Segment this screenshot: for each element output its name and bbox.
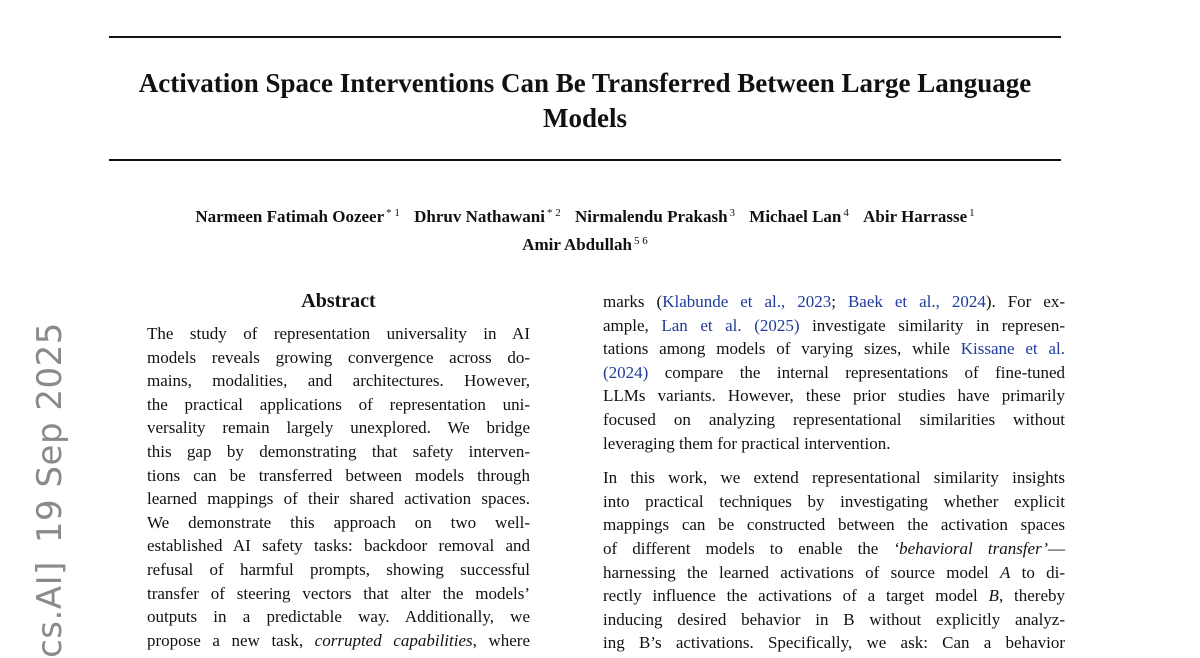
intro-text: to di- bbox=[1010, 562, 1065, 582]
author-name: Nirmalendu Prakash bbox=[574, 207, 728, 226]
citation-link[interactable]: (2024) bbox=[603, 362, 649, 382]
abstract-line bbox=[147, 629, 530, 653]
intro-line: mappings can be constructed between the activation spaces bbox=[603, 515, 1065, 535]
intro-text: compare the internal representations of fine-tuned bbox=[648, 362, 1065, 382]
author bbox=[195, 207, 400, 226]
author bbox=[749, 207, 849, 226]
intro-line: In this work, we extend representational similarity insights bbox=[603, 468, 1065, 488]
abstract-emphasis: corrupted capabilities bbox=[314, 630, 473, 650]
abstract-line: models reveals growing convergence across do- bbox=[147, 347, 530, 367]
abstract-line: The study of representation universality in AI bbox=[147, 324, 530, 343]
author-row-1 bbox=[100, 201, 1070, 229]
title-bottom-rule bbox=[109, 159, 1061, 161]
math-variable: B bbox=[988, 586, 999, 606]
intro-emphasis: ‘behavioral transfer’ bbox=[893, 538, 1048, 558]
citation-link[interactable]: Kissane et al. bbox=[960, 339, 1065, 359]
arxiv-date: 19 Sep 2025 bbox=[30, 322, 70, 544]
author-name: Michael Lan bbox=[749, 207, 842, 226]
author-affiliation: * 1 bbox=[386, 207, 400, 219]
author-name: Dhruv Nathawani bbox=[414, 207, 545, 226]
intro-line: focused on analyzing representational similarities without bbox=[603, 409, 1065, 429]
abstract-heading: Abstract bbox=[301, 290, 376, 312]
intro-text: investigate similarity in represen- bbox=[799, 315, 1065, 335]
author-name: Amir Abdullah bbox=[522, 235, 632, 254]
author-name: Abir Harrasse bbox=[863, 207, 968, 226]
author bbox=[863, 207, 975, 226]
intro-line: leveraging them for practical intervention. bbox=[603, 433, 891, 453]
title-top-rule bbox=[109, 36, 1061, 38]
citation-link[interactable]: Lan et al. (2025) bbox=[661, 315, 800, 335]
intro-text: ; bbox=[831, 292, 848, 311]
author bbox=[522, 235, 648, 254]
intro-line bbox=[603, 537, 1065, 561]
abstract-line: tions can be transferred between models through bbox=[147, 465, 530, 485]
intro-line bbox=[603, 361, 1065, 385]
intro-line: inducing desired behavior in B without explicitly analyz- bbox=[603, 609, 1065, 629]
intro-line bbox=[603, 337, 1065, 361]
intro-body bbox=[603, 290, 1065, 655]
paper-title bbox=[100, 66, 1070, 136]
intro-paragraph-2 bbox=[603, 466, 1065, 655]
author-row-2 bbox=[100, 229, 1070, 257]
intro-text: of different models to enable the bbox=[603, 538, 894, 558]
intro-line: LLMs variants. However, these prior studies have primarily bbox=[603, 386, 1065, 406]
intro-text: marks ( bbox=[603, 292, 663, 311]
title-line-1: Activation Space Interventions Can Be Transferred Between Large Language bbox=[138, 68, 1032, 98]
abstract-line: established AI safety tasks: backdoor removal and bbox=[147, 536, 530, 556]
intro-text: rectly influence the activations of a target model bbox=[603, 586, 989, 606]
intro-paragraph-1 bbox=[603, 290, 1065, 455]
intro-text: , thereby bbox=[998, 586, 1065, 606]
intro-line: ing B’s activations. Specifically, we ask: Can a behavior bbox=[603, 633, 1065, 653]
abstract-text: propose a new task, bbox=[147, 630, 315, 650]
intro-line bbox=[603, 584, 1065, 608]
abstract-line: learned mappings of their shared activation spaces. bbox=[147, 489, 530, 509]
title-line-2: Models bbox=[543, 103, 627, 133]
abstract-line: versality remain largely unexplored. We bridge bbox=[147, 418, 530, 438]
author-affiliation: 5 6 bbox=[634, 235, 648, 247]
author-name: Narmeen Fatimah Oozeer bbox=[195, 207, 385, 226]
abstract-line: transfer of steering vectors that alter the models’ bbox=[147, 583, 530, 603]
author bbox=[414, 207, 561, 226]
author bbox=[575, 207, 735, 226]
author-list bbox=[100, 201, 1070, 257]
author-affiliation: 1 bbox=[969, 207, 975, 219]
intro-text: harnessing the learned activations of source model bbox=[603, 562, 1000, 582]
intro-line: into practical techniques by investigating whether explicit bbox=[603, 491, 1065, 511]
abstract-line: refusal of harmful prompts, showing successful bbox=[147, 559, 530, 579]
intro-line bbox=[603, 290, 1065, 314]
abstract-line: the practical applications of representation uni- bbox=[147, 394, 530, 414]
author-affiliation: 4 bbox=[843, 207, 849, 219]
abstract-text: , where bbox=[472, 630, 531, 650]
intro-text: tations among models of varying sizes, while bbox=[603, 339, 961, 359]
abstract-line: mains, modalities, and architectures. However, bbox=[147, 371, 530, 391]
abstract-line: outputs in a predictable way. Additionally, we bbox=[147, 607, 530, 627]
abstract-line: We demonstrate this approach on two well- bbox=[147, 512, 530, 532]
citation-link[interactable]: Baek et al., 2024 bbox=[847, 292, 986, 311]
author-affiliation: * 2 bbox=[546, 207, 561, 219]
abstract-body bbox=[147, 322, 530, 652]
intro-line bbox=[603, 314, 1065, 338]
arxiv-category: cs.AI] bbox=[30, 561, 70, 658]
intro-text: ample, bbox=[603, 315, 662, 335]
intro-line bbox=[603, 561, 1065, 585]
author-affiliation: 3 bbox=[729, 207, 736, 219]
intro-text: ). For ex- bbox=[985, 292, 1066, 311]
math-variable: A bbox=[999, 562, 1011, 582]
abstract-line: this gap by demonstrating that safety interven- bbox=[147, 441, 530, 461]
citation-link[interactable]: Klabunde et al., 2023 bbox=[662, 292, 832, 311]
arxiv-sidebar-stamp bbox=[30, 322, 70, 658]
intro-text: — bbox=[1047, 538, 1065, 558]
